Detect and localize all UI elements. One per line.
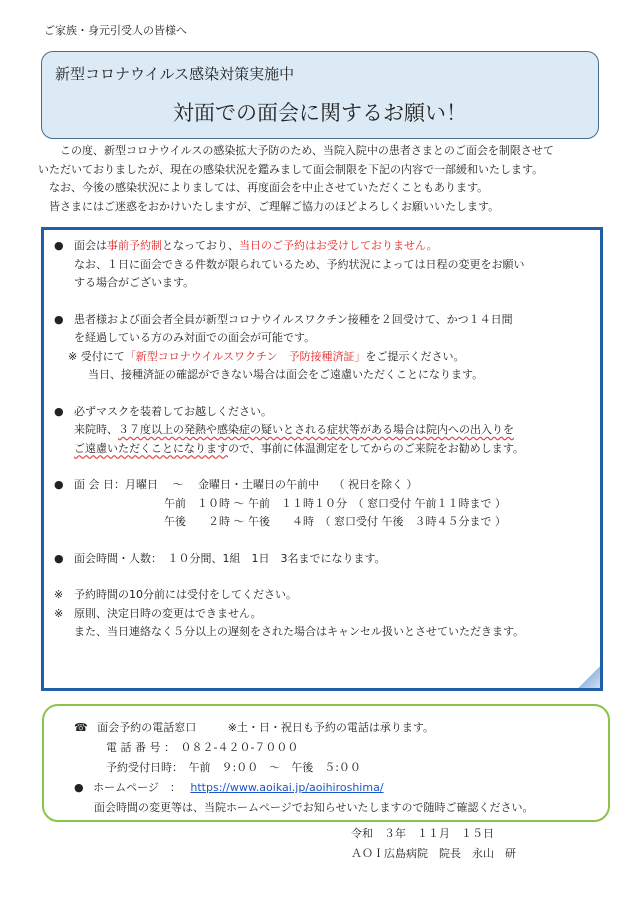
homepage-label: ホームページ ： xyxy=(93,781,181,794)
underlined-text: ご遠慮いただくことになります xyxy=(74,441,228,455)
text: する場合がございます。 xyxy=(74,276,195,289)
intro-line: 皆さまにはご迷惑をおかけいたしますが、ご理解ご協力のほどよろしくお願いいたします。 xyxy=(49,199,500,213)
bullet-icon: ● xyxy=(54,478,64,491)
contact-heading: 面会予約の電話窓口 xyxy=(97,721,197,734)
bullet-icon: ● xyxy=(54,404,64,418)
text: 原則、決定日時の変更はできません。 xyxy=(74,606,262,620)
intro-line: なお、今後の感染状況によりましては、再度面会を中止させていただくこともあります。 xyxy=(49,181,489,194)
notice-item-mask xyxy=(54,403,594,459)
underlined-text: ３７度以上の発熱や感染症の疑いとされる症状等がある場合は院内への出入りを xyxy=(118,423,514,436)
intro-line: いただいておりましたが、現在の感染状況を鑑みまして面会制限を下記の内容で一部緩和いたします。 xyxy=(38,162,544,176)
intro-line: この度、新型コロナウイルスの感染拡大予防のため、当院入院中の患者さまとのご面会を制限させて xyxy=(60,144,554,157)
text: となっており、 xyxy=(162,239,239,252)
note-icon: ※ xyxy=(54,588,64,601)
bullet-icon: ● xyxy=(54,551,64,565)
text: 患者様および面会者全員が新型コロナウイルスワクチン接種を２回受けて、かつ１４日間 xyxy=(74,312,513,326)
bullet-icon: ● xyxy=(54,312,64,326)
highlight-text: 当日のご予約はお受けしておりません。 xyxy=(239,239,438,252)
notice-box xyxy=(41,227,603,691)
schedule-morning: 午前 １０時 ～ 午前 １１時１０分 （ 窓口受付 午前１１時まで ） xyxy=(164,496,506,510)
highlight-text: 「新型コロナウイルスワクチン 予防接種済証」 xyxy=(124,349,366,363)
bullet-icon: ● xyxy=(54,239,64,252)
text: 当日、接種済証の確認ができない場合は面会をご遠慮いただくことになります。 xyxy=(88,368,484,381)
text: 面会は xyxy=(74,239,107,252)
text: 必ずマスクを装着してお越しください。 xyxy=(74,404,272,418)
issue-date: 令和 ３年 １１月 １５日 xyxy=(351,827,494,840)
phone-number: 電 話 番 号 ： ０８２-４２０-７０００ xyxy=(106,741,299,754)
phone-icon: ☎ xyxy=(74,721,88,734)
contact-box xyxy=(42,704,610,822)
homepage-link[interactable]: https://www.aoikai.jp/aoihiroshima/ xyxy=(190,781,384,794)
text: なお、１日に面会できる件数が限られているため、予約状況によっては日程の変更をお願い xyxy=(74,257,525,271)
addressee: ご家族・身元引受人の皆様へ xyxy=(44,24,187,37)
note-icon: ※ xyxy=(54,606,64,620)
notice-item-duration xyxy=(54,550,594,569)
text: を経過している方のみ対面での面会が可能です。 xyxy=(74,331,316,344)
note-item xyxy=(54,586,594,605)
bullet-icon: ● xyxy=(74,781,84,794)
notice-item-reservation xyxy=(54,237,594,293)
note-icon: ※ xyxy=(68,349,78,363)
text: 受付にて xyxy=(80,349,125,363)
page-curl-decoration xyxy=(578,666,600,688)
text: 面会時間・人数： １０分間、1組 1日 3名までになります。 xyxy=(74,551,386,565)
schedule-afternoon: 午後 ２時 ～ 午後 ４時 （ 窓口受付 午後 ３時４５分まで ） xyxy=(164,515,506,528)
notice-item-vaccination xyxy=(54,311,594,348)
page-title: 対面での面会に関するお願い！ xyxy=(173,101,467,125)
notice-item-schedule xyxy=(54,476,594,532)
contact-note: ※土・日・祝日も予約の電話は承ります。 xyxy=(227,721,435,734)
text: をご提示ください。 xyxy=(365,349,465,363)
signature-org: ＡＯＩ広島病院 院長 永山 研 xyxy=(351,847,516,860)
text: 予約時間の10分前には受付をしてください。 xyxy=(74,588,297,601)
text: ので、事前に体温測定をしてからのご来院をお勧めします。 xyxy=(228,441,524,455)
signature xyxy=(351,824,516,864)
text: 面 会 日：月曜日 ～ 金曜日・土曜日の午前中 （ 祝日を除く ） xyxy=(74,478,418,491)
reservation-hours: 予約受付日時： 午前 ９:００ ～ 午後 ５:００ xyxy=(106,761,361,774)
intro-text xyxy=(38,142,603,216)
text: また、当日連絡なく５分以上の遅刻をされた場合はキャンセル扱いとさせていただきます。 xyxy=(74,625,525,638)
title-banner xyxy=(41,51,599,139)
contact-footer-note: 面会時間の変更等は、当院ホームページでお知らせいたしますので随時ご確認ください。 xyxy=(94,801,534,814)
note-item xyxy=(54,605,594,642)
highlight-text: 事前予約制 xyxy=(107,239,162,252)
text: 来院時、 xyxy=(74,423,118,436)
subtitle: 新型コロナウイルス感染対策実施中 xyxy=(55,65,295,83)
vaccination-note xyxy=(54,348,594,367)
